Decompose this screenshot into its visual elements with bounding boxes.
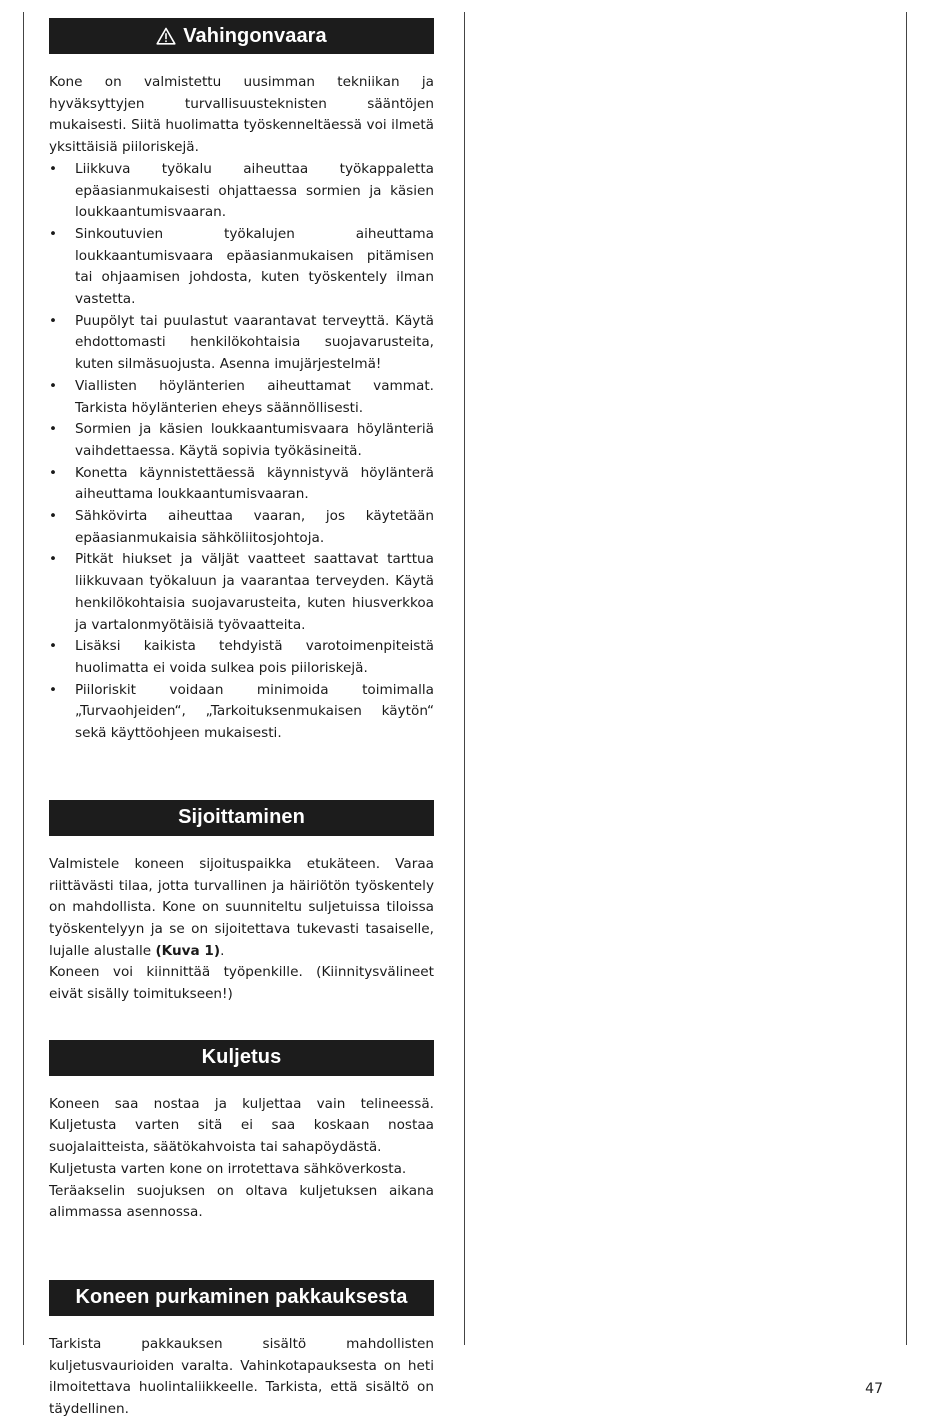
hazard-text: Liikkuva työkalu aiheuttaa työkappaletta epäasianmukaisesti ohjattaessa sormien ja käsien loukkaantumisvaaran. — [75, 160, 434, 221]
hazard-text: Piiloriskit voidaan minimoida toimimalla „Turvaohjeiden“, „Tarkoituksenmukaisen käytön“ sekä käyttöohjeen mukaisesti. — [75, 681, 434, 742]
bullet-marker: • — [49, 312, 58, 329]
section-title: Koneen purkaminen pakkauksesta — [75, 1286, 408, 1309]
bullet-marker: • — [49, 638, 58, 655]
bullet-marker: • — [49, 464, 58, 481]
hazard-text: Sähkövirta aiheuttaa vaaran, jos käytetään epäasianmukaisia sähköliitosjohtoja. — [75, 508, 434, 546]
section-title: Sijoittaminen — [178, 806, 305, 829]
placement-text: Valmistele koneen sijoituspaikka etukäteen. Varaa riittävästi tilaa, jotta turvallinen ja häiriötön työskentely on mahdollista. Kone on suunniteltu suljetuissa tiloissa työskentelyyn ja se on sijoitettava tukevasti tasaiselle, lujalle alustalle — [49, 855, 434, 959]
hazard-list-item — [49, 680, 434, 745]
section-heading-purkaminen — [49, 1280, 434, 1316]
left-column-rule — [23, 12, 24, 1345]
bullet-marker: • — [49, 160, 58, 177]
page-number: 47 — [865, 1381, 883, 1397]
mounting-paragraph: Koneen voi kiinnittää työpenkille. (Kiinnitysvälineet eivät sisälly toimitukseen!) — [49, 964, 434, 1003]
transport-paragraph-1: Koneen saa nostaa ja kuljettaa vain telineessä. Kuljetusta varten sitä ei saa koskaan nostaa suojalaitteista, säätökahvoista tai sahapöydästä. — [49, 1095, 434, 1156]
section-heading-sijoittaminen — [49, 800, 434, 836]
hazard-list-item — [49, 549, 434, 636]
hazard-list-item — [49, 419, 434, 462]
hazard-list-item — [49, 159, 434, 224]
hazard-text: Viallisten höylänterien aiheuttamat vammat. Tarkista höylänterien eheys säännöllisesti. — [75, 377, 434, 416]
transport-paragraph-2: Kuljetusta varten kone on irrotettava sähköverkosta. — [49, 1160, 407, 1177]
hazard-list-item — [49, 311, 434, 376]
section-title: Kuljetus — [201, 1046, 282, 1069]
bullet-marker: • — [49, 377, 58, 394]
figure-reference: (Kuva 1) — [155, 942, 221, 959]
section-heading-kuljetus — [49, 1040, 434, 1076]
hazard-text: Sinkoutuvien työkalujen aiheuttama loukkaantumisvaara epäasianmukaisen pitämisen tai ohjaamisen johdosta, kuten työskentely ilman vastetta. — [75, 225, 434, 308]
hazard-list-item — [49, 636, 434, 679]
hazard-list-item — [49, 224, 434, 311]
section-heading-vahingonvaara — [49, 18, 434, 54]
hazard-list — [49, 159, 434, 745]
bullet-marker: • — [49, 681, 58, 698]
right-column-rule — [906, 12, 907, 1345]
left-column — [49, 18, 434, 1421]
bullet-marker: • — [49, 508, 58, 525]
hazard-list-item — [49, 376, 434, 419]
transport-paragraph-3: Teräakselin suojuksen on oltava kuljetuksen aikana alimmassa asennossa. — [49, 1182, 434, 1221]
intro-paragraph: Kone on valmistettu uusimman tekniikan ja hyväksyttyjen turvallisuusteknisten sääntöjen mukaisesti. Siitä huolimatta työskenneltäessä voi ilmetä yksittäisiä piiloriskejä. — [49, 74, 434, 156]
bullet-marker: • — [49, 551, 58, 568]
bullet-marker: • — [49, 421, 58, 438]
hazard-text: Konetta käynnistettäessä käynnistyvä höylänterä aiheuttama loukkaantumisvaaran. — [75, 464, 434, 503]
placement-paragraph — [49, 854, 434, 963]
hazard-list-item — [49, 463, 434, 506]
hazard-text: Lisäksi kaikista tehdyistä varotoimenpiteistä huolimatta ei voida sulkea pois piiloriskejä. — [75, 638, 434, 676]
hazard-text: Sormien ja käsien loukkaantumisvaara höylänteriä vaihdettaessa. Käytä sopivia työkäsineitä. — [75, 421, 434, 459]
placement-end: . — [220, 942, 225, 959]
hazard-text: Puupölyt tai puulastut vaarantavat terveyttä. Käytä ehdottomasti henkilökohtaisia suojavarusteita, kuten silmäsuojusta. Asenna imujärjestelmä! — [75, 312, 434, 373]
unpacking-paragraph: Tarkista pakkauksen sisältö mahdollisten kuljetusvaurioiden varalta. Vahinkotapauksesta on heti ilmoitettava huolintaliikkeelle. Tarkista, että sisältö on täydellinen. — [49, 1335, 434, 1418]
bullet-marker: • — [49, 225, 58, 242]
hazard-list-item — [49, 506, 434, 549]
section-title: Vahingonvaara — [183, 24, 327, 47]
center-column-rule — [464, 12, 465, 1345]
hazard-text: Pitkät hiukset ja väljät vaatteet saattavat tarttua liikkuvaan työkaluun ja vaarantaa terveyden. Käytä henkilökohtaisia suojavarusteita, kuten hiusverkkoa ja vartalonmyötäisiä työvaatteita. — [75, 551, 434, 633]
warning-triangle-icon — [156, 27, 176, 45]
